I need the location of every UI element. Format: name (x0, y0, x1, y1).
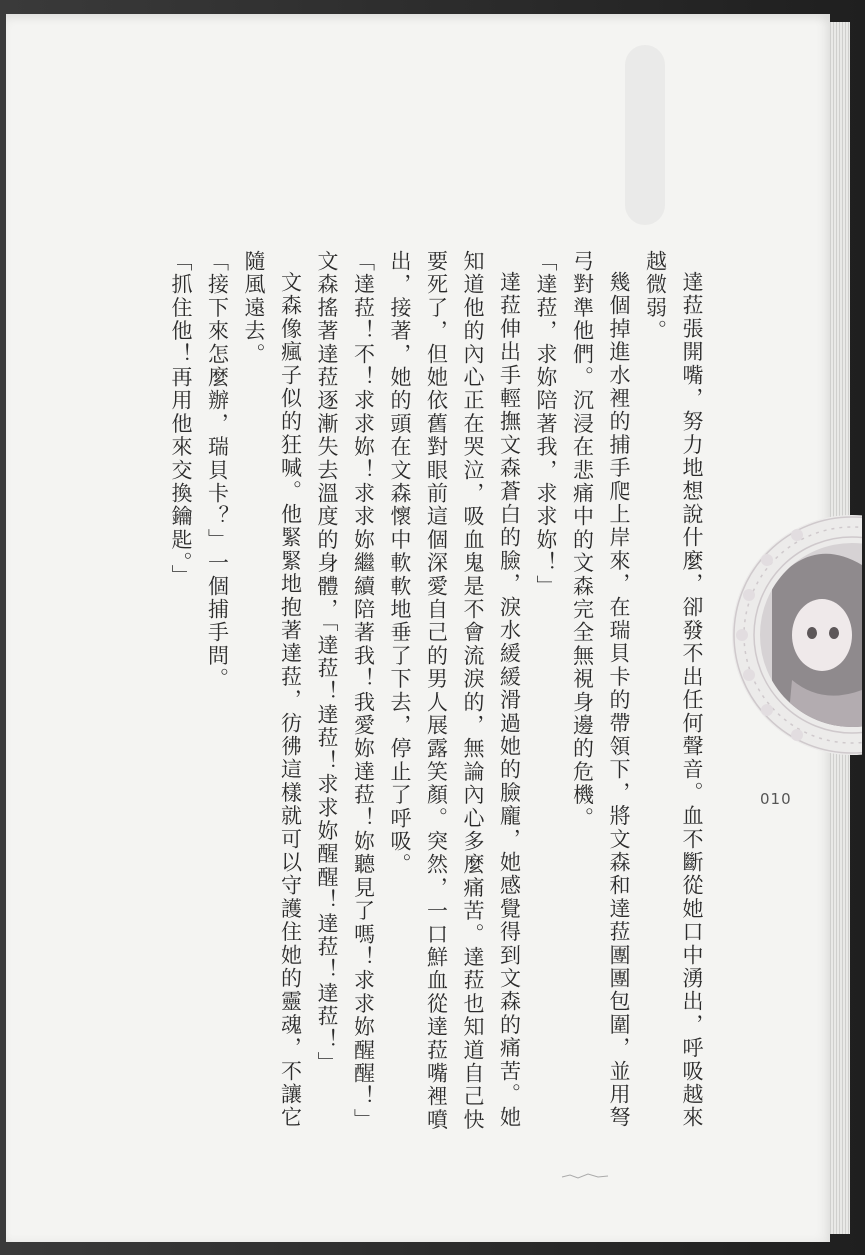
doily-illustration (712, 505, 862, 765)
body-text (130, 250, 710, 1150)
smudge-mark (560, 1170, 610, 1180)
faded-header-watermark (590, 35, 700, 235)
paragraph: 「達菈，求妳陪著我，求求妳！」 (534, 250, 558, 598)
paragraph: 「接下來怎麼辦，瑞貝卡？」一個捕手問。 (205, 250, 230, 691)
paragraph: 「抓住他！再用他來交換鑰匙。」 (169, 250, 193, 588)
paragraph: 「達菈！不！求求妳！求求妳繼續陪著我！我愛妳達菈！妳聽見了嗎！求求妳醒醒！」文森搖著達菈逐漸失去溫度的身體，「達菈！達菈！求求妳醒醒！達菈！達菈！」 (315, 250, 376, 1132)
paragraph: 幾個掉進水裡的捕手爬上岸來，在瑞貝卡的帶領下，將文森和達菈團團包圍，並用弩弓對準他們。沉浸在悲痛中的文森完全無視身邊的危機。 (570, 250, 631, 1130)
paragraph: 文森像瘋子似的狂喊。他緊緊地抱著達菈，彷彿這樣就可以守護住她的靈魂，不讓它隨風遠去。 (242, 250, 303, 1130)
page-number: 010 (760, 790, 792, 808)
paragraph: 達菈伸出手輕撫文森蒼白的臉，淚水緩緩滑過她的臉龐，她感覺得到文森的痛苦。她知道他的內心正在哭泣，吸血鬼是不會流淚的，無論內心多麼痛苦。達菈也知道自己快要死了，但她依舊對眼前這個深愛自己的男人展露笑顏。突然，一口鮮血從達菈嘴裡噴出，接著，她的頭在文森懷中軟軟地垂了下去，停止了呼吸。 (388, 250, 522, 1132)
paragraph: 達菈張開嘴，努力地想說什麼，卻發不出任何聲音。血不斷從她口中湧出，呼吸越來越微弱。 (643, 250, 704, 1130)
